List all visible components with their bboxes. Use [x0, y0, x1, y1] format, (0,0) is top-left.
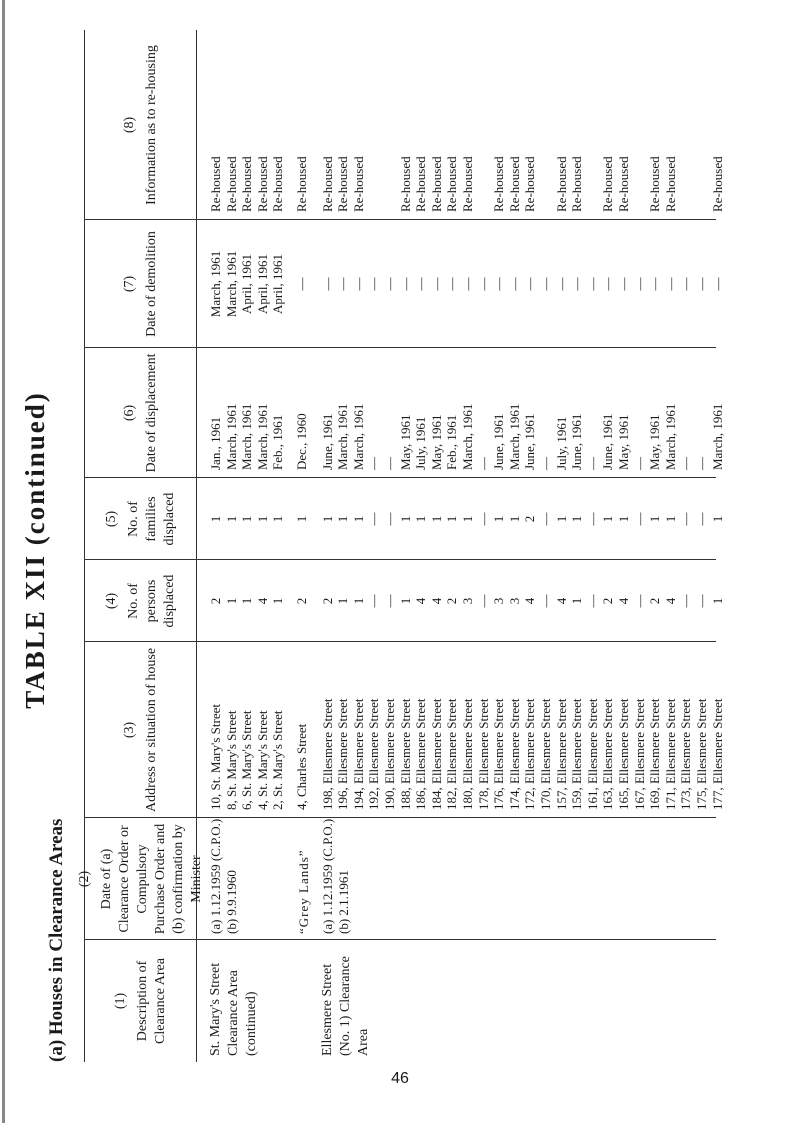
table-cell-address: 167, Ellesmere Street [631, 698, 647, 810]
table-cell-rehousing: Re-housed [709, 156, 725, 212]
table-cell-persons: — [475, 594, 491, 608]
table-cell-rehousing: Re-housed [413, 156, 429, 212]
table-cell-address: 171, Ellesmere Street [662, 698, 678, 810]
table-cell-address: 190, Ellesmere Street [382, 698, 397, 810]
table-cell-persons: 1 [569, 597, 585, 605]
table-cell-address: 6, St. Mary's Street [239, 710, 255, 810]
table-cell-persons: 1 [239, 597, 255, 605]
table-cell-demolition: — [538, 277, 553, 291]
table-cell-demolition: March, 1961 [223, 250, 239, 318]
table-cell-persons: — [538, 594, 553, 608]
table-cell-persons: 1 [350, 597, 366, 605]
column-number: (5) [104, 510, 119, 528]
table-cell-displacement: May, 1961 [428, 414, 444, 470]
table-cell-families: 1 [350, 515, 366, 523]
table-cell-rehousing: Re-housed [600, 156, 616, 212]
column-rule [84, 347, 716, 348]
table-cell-rehousing: Re-housed [553, 156, 569, 212]
table-cell-displacement: March, 1961 [709, 403, 725, 470]
table-cell-rehousing: Re-housed [647, 156, 663, 212]
table-cell-demolition: — [335, 277, 351, 291]
column-header [77, 822, 204, 936]
table-cell-rehousing: Re-housed [239, 156, 255, 212]
table-cell-families: 1 [208, 515, 223, 523]
table-cell-families: 1 [270, 515, 286, 523]
column-number: (4) [104, 592, 119, 610]
table-cell-persons: 2 [444, 597, 460, 605]
table-cell-rehousing: Re-housed [460, 156, 475, 212]
table-cell-address: 170, Ellesmere Street [538, 698, 553, 810]
column-header [86, 944, 196, 1058]
column-label: Description of Clearance Area [135, 958, 168, 1044]
table-cell-demolition: — [382, 277, 397, 291]
table-cell-displacement: May, 1961 [397, 414, 413, 470]
table-cell-address: 172, Ellesmere Street [522, 698, 538, 810]
table-cell-demolition: — [647, 277, 663, 291]
table-cell-displacement: March, 1961 [506, 403, 522, 470]
table-cell-persons: — [678, 594, 694, 608]
table-cell-rehousing: Re-housed [397, 156, 413, 212]
table-subtitle: (a) Houses in Clearance Areas [46, 818, 67, 1062]
table-cell-displacement: March, 1961 [460, 403, 475, 470]
table-cell-demolition: — [709, 277, 725, 291]
column-label: No. of families displaced [126, 492, 177, 546]
table-cell-persons: 2 [647, 597, 663, 605]
table-cell-rehousing: Re-housed [444, 156, 460, 212]
table-cell-demolition: April, 1961 [270, 254, 286, 314]
column-label: Date of displacement [144, 353, 159, 473]
table-cell-demolition: — [569, 277, 585, 291]
table-cell-rehousing: Re-housed [294, 156, 309, 212]
table-cell-persons: 1 [223, 597, 239, 605]
table-cell-families: 1 [616, 515, 631, 523]
table-cell-persons: — [366, 594, 382, 608]
table-cell-demolition: — [294, 277, 309, 291]
table-cell-displacement: — [631, 457, 647, 470]
table-cell-address: 8, St. Mary's Street [223, 710, 239, 810]
table-cell-demolition: — [397, 277, 413, 291]
table-cell-demolition: — [319, 277, 335, 291]
table-cell-families: 1 [223, 515, 239, 523]
table-cell-persons: 1 [397, 597, 413, 605]
table-cell-demolition: — [366, 277, 382, 291]
table-cell-rehousing: Re-housed [208, 156, 223, 212]
table-cell-rehousing: Re-housed [506, 156, 522, 212]
table-cell-families: 1 [600, 515, 616, 523]
table-cell-displacement: — [694, 457, 709, 470]
table-cell-address: 184, Ellesmere Street [428, 698, 444, 810]
table-cell-families: 1 [254, 515, 270, 523]
table-cell-demolition: — [460, 277, 475, 291]
table-cell-families: 1 [294, 515, 309, 523]
table-cell-persons: 2 [319, 597, 335, 605]
grey-lands-note: “Grey Lands” [295, 849, 311, 934]
order-date-a: (a) 1.12.1959 (C.P.O.) [208, 818, 223, 934]
table-cell-displacement: — [366, 457, 382, 470]
column-label: No. of persons displaced [126, 574, 177, 628]
table-cell-displacement: May, 1961 [616, 414, 631, 470]
table-cell-demolition: — [694, 277, 709, 291]
column-header [86, 564, 196, 638]
table-cell-demolition: — [506, 277, 522, 291]
column-label: Date of (a) Clearance Order or Compulsory Purchase Order and (b) confirmation by Minister [99, 823, 204, 935]
table-cell-demolition: — [428, 277, 444, 291]
table-cell-displacement: — [475, 457, 491, 470]
table-cell-persons: 4 [428, 597, 444, 605]
table-cell-families: 1 [413, 515, 429, 523]
table-cell-displacement: June, 1961 [522, 413, 538, 470]
column-rule [84, 641, 716, 642]
table-cell-demolition: — [350, 277, 366, 291]
table-cell-address: 174, Ellesmere Street [506, 698, 522, 810]
column-number: (6) [122, 404, 137, 422]
column-number: (7) [122, 275, 137, 293]
table-cell-families: 2 [522, 515, 538, 523]
table-cell-displacement: June, 1961 [319, 413, 335, 470]
table-cell-rehousing: Re-housed [254, 156, 270, 212]
table-cell-families: — [366, 512, 382, 526]
column-header [86, 224, 196, 344]
table-cell-address: 176, Ellesmere Street [491, 698, 507, 810]
table-cell-families: 1 [506, 515, 522, 523]
rotated-table-page [20, 30, 760, 1080]
column-rule [84, 939, 716, 940]
column-label: Address or situation of house [144, 647, 159, 813]
table-cell-demolition: — [522, 277, 538, 291]
table-cell-persons: — [382, 594, 397, 608]
table-cell-displacement: July, 1961 [413, 416, 429, 470]
table-cell-displacement: — [678, 457, 694, 470]
table-cell-persons: 1 [709, 597, 725, 605]
table-cell-persons: 2 [600, 597, 616, 605]
table-cell-persons: 2 [294, 597, 309, 605]
table-cell-displacement: Dec., 1960 [294, 413, 309, 470]
table-cell-address: 192, Ellesmere Street [366, 698, 382, 810]
table-cell-persons: 2 [208, 597, 223, 605]
column-number: (8) [122, 116, 137, 134]
table-cell-rehousing: Re-housed [335, 156, 351, 212]
area-description: Ellesmere Street (No. 1) Clearance Area [319, 956, 371, 1056]
table-cell-address: 4, St. Mary's Street [254, 710, 270, 810]
column-number: (3) [122, 721, 137, 739]
table-cell-address: 2, St. Mary's Street [270, 710, 286, 810]
table-cell-families: 1 [491, 515, 507, 523]
column-label: Information as to re-housing [144, 45, 159, 205]
table-cell-demolition: — [553, 277, 569, 291]
table-cell-address: 165, Ellesmere Street [616, 698, 631, 810]
table-cell-demolition: — [413, 277, 429, 291]
table-cell-demolition: — [491, 277, 507, 291]
table-cell-rehousing: Re-housed [491, 156, 507, 212]
table-cell-displacement: March, 1961 [662, 403, 678, 470]
table-cell-address: 186, Ellesmere Street [413, 698, 429, 810]
table-cell-displacement: Feb., 1961 [270, 414, 286, 470]
column-number: (2) [77, 870, 92, 888]
table-cell-displacement: March, 1961 [350, 403, 366, 470]
table-cell-displacement: March, 1961 [223, 403, 239, 470]
table-cell-families: — [538, 512, 553, 526]
table-cell-address: 173, Ellesmere Street [678, 698, 694, 810]
table-cell-families: — [678, 512, 694, 526]
table-cell-rehousing: Re-housed [350, 156, 366, 212]
table-cell-families: — [584, 512, 600, 526]
table-cell-persons: 4 [662, 597, 678, 605]
table-cell-families: — [382, 512, 397, 526]
table-cell-demolition: — [678, 277, 694, 291]
table-cell-demolition: April, 1961 [239, 254, 255, 314]
table-cell-displacement: — [584, 457, 600, 470]
table-cell-displacement: Feb., 1961 [444, 414, 460, 470]
table-cell-families: 1 [709, 515, 725, 523]
column-rule [84, 219, 716, 220]
table-cell-persons: 3 [460, 597, 475, 605]
table-cell-demolition: — [631, 277, 647, 291]
table-cell-displacement: — [382, 457, 397, 470]
table-cell-demolition: — [616, 277, 631, 291]
column-label: Date of demolition [144, 231, 159, 337]
column-header [86, 34, 196, 216]
table-cell-families: 1 [335, 515, 351, 523]
table-cell-address: 169, Ellesmere Street [647, 698, 663, 810]
table-cell-address: 188, Ellesmere Street [397, 698, 413, 810]
table-cell-families: 1 [647, 515, 663, 523]
table-cell-rehousing: Re-housed [522, 156, 538, 212]
table-cell-displacement: Jan., 1961 [208, 416, 223, 470]
table-cell-displacement: March, 1961 [254, 403, 270, 470]
table-cell-address: 175, Ellesmere Street [694, 698, 709, 810]
table-cell-persons: 4 [413, 597, 429, 605]
table-cell-demolition: April, 1961 [254, 254, 270, 314]
table-cell-persons: — [631, 594, 647, 608]
table-cell-demolition: — [444, 277, 460, 291]
column-rule [84, 817, 716, 818]
table-cell-persons: 4 [616, 597, 631, 605]
table-cell-families: 1 [444, 515, 460, 523]
order-date-b: (b) 2.1.1961 [335, 870, 351, 934]
table-cell-families: 1 [460, 515, 475, 523]
table-cell-displacement: May, 1961 [647, 414, 663, 470]
table-cell-demolition: March, 1961 [208, 250, 223, 318]
table-cell-families: 1 [319, 515, 335, 523]
table-cell-address: 10, St. Mary's Street [208, 704, 223, 810]
table-cell-displacement: March, 1961 [239, 403, 255, 470]
table-cell-families: 1 [569, 515, 585, 523]
table-cell-address: 157, Ellesmere Street [553, 698, 569, 810]
area-description: St. Mary's Street Clearance Area (continued) [208, 962, 259, 1056]
column-rule [84, 559, 716, 560]
table-cell-families: — [694, 512, 709, 526]
table-cell-persons: 3 [506, 597, 522, 605]
table-cell-families: 1 [239, 515, 255, 523]
table-cell-persons: 1 [270, 597, 286, 605]
table-cell-address: 198, Ellesmere Street [319, 698, 335, 810]
table-cell-demolition: — [584, 277, 600, 291]
table-cell-persons: — [694, 594, 709, 608]
table-cell-rehousing: Re-housed [616, 156, 631, 212]
page-edge-shadow [2, 0, 5, 1123]
table-cell-displacement: June, 1961 [491, 413, 507, 470]
table-cell-displacement: June, 1961 [569, 413, 585, 470]
table-cell-displacement: July, 1961 [553, 416, 569, 470]
table-cell-address: 159, Ellesmere Street [569, 698, 585, 810]
table-cell-address: 178, Ellesmere Street [475, 698, 491, 810]
table-cell-address: 163, Ellesmere Street [600, 698, 616, 810]
column-header [86, 646, 196, 814]
table-cell-families: 1 [428, 515, 444, 523]
table-cell-rehousing: Re-housed [569, 156, 585, 212]
table-cell-displacement: — [538, 457, 553, 470]
table-cell-families: — [631, 512, 647, 526]
page-number: 46 [391, 1070, 409, 1087]
order-date-b: (b) 9.9.1960 [224, 870, 239, 934]
table-cell-demolition: — [600, 277, 616, 291]
table-cell-address: 182, Ellesmere Street [444, 698, 460, 810]
column-rule [84, 477, 716, 478]
table-cell-persons: 4 [553, 597, 569, 605]
column-number: (1) [113, 992, 128, 1010]
table-cell-displacement: March, 1961 [335, 403, 351, 470]
table-cell-rehousing: Re-housed [270, 156, 286, 212]
table-cell-persons: 3 [491, 597, 507, 605]
table-cell-rehousing: Re-housed [319, 156, 335, 212]
table-cell-demolition: — [662, 277, 678, 291]
table-cell-rehousing: Re-housed [662, 156, 678, 212]
column-header [86, 352, 196, 474]
table-cell-families: 1 [662, 515, 678, 523]
table-cell-rehousing: Re-housed [428, 156, 444, 212]
table-cell-address: 194, Ellesmere Street [350, 698, 366, 810]
table-cell-persons: — [584, 594, 600, 608]
table-cell-displacement: June, 1961 [600, 413, 616, 470]
table-cell-demolition: — [475, 277, 491, 291]
table-cell-families: 1 [397, 515, 413, 523]
table-cell-address: 196, Ellesmere Street [335, 698, 351, 810]
table-title: TABLE XII (continued) [20, 391, 50, 709]
table-cell-address: 161, Ellesmere Street [584, 698, 600, 810]
column-header [86, 482, 196, 556]
table-cell-persons: 1 [335, 597, 351, 605]
order-date-a: (a) 1.12.1959 (C.P.O.) [319, 818, 335, 934]
table-cell-address: 180, Ellesmere Street [460, 698, 475, 810]
table-cell-address: 4, Charles Street [294, 723, 309, 810]
table-cell-address: 177, Ellesmere Street [709, 698, 725, 810]
table-cell-families: — [475, 512, 491, 526]
table-cell-persons: 4 [522, 597, 538, 605]
table-cell-rehousing: Re-housed [223, 156, 239, 212]
table-cell-families: 1 [553, 515, 569, 523]
table-cell-persons: 4 [254, 597, 270, 605]
